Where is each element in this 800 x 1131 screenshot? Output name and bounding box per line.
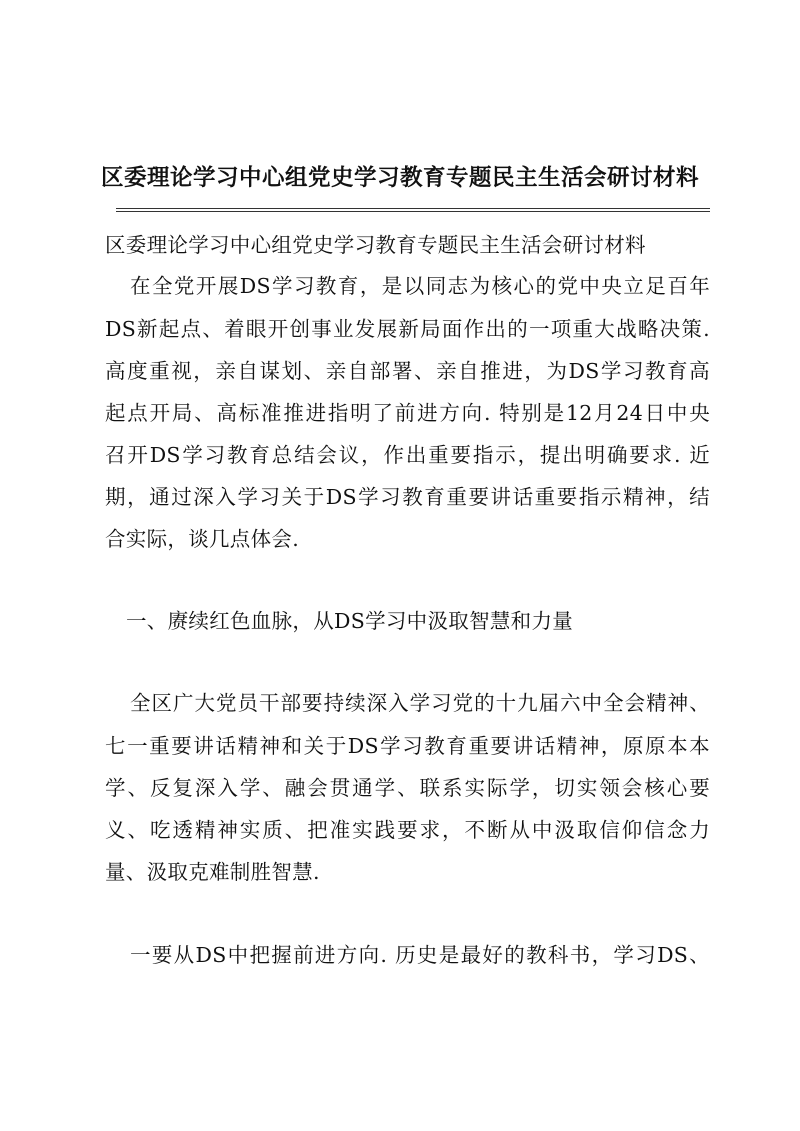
intro-line: 召开DS学习教育总结会议，作出重要指示，提出明确要求. 近 [105,443,710,467]
intro-line: 在全党开展DS学习教育，是以同志为核心的党中央立足百年 [130,274,710,298]
section-paragraph-line: 七一重要讲话精神和关于DS学习教育重要讲话精神，原原本本 [105,734,710,758]
section-paragraph-line: 学、反复深入学、融会贯通学、联系实际学，切实领会核心要 [105,776,710,800]
section-paragraph-line: 量、汲取克难制胜智慧. [105,860,320,884]
intro-line: 高度重视，亲自谋划、亲自部署、亲自推进，为DS学习教育高 [105,359,710,383]
title-divider [116,208,710,212]
section-paragraph-line: 全区广大党员干部要持续深入学习党的十九届六中全会精神、 [130,691,710,715]
document-subtitle: 区委理论学习中心组党史学习教育专题民主生活会研讨材料 [105,233,646,257]
section-paragraph-line: 义、吃透精神实质、把准实践要求，不断从中汲取信仰信念力 [105,818,710,842]
intro-line: DS新起点、着眼开创事业发展新局面作出的一项重大战略决策. [105,317,710,341]
intro-line: 合实际，谈几点体会. [105,527,300,551]
intro-line: 期，通过深入学习关于DS学习教育重要讲话重要指示精神，结 [105,485,710,509]
intro-line: 起点开局、高标准推进指明了前进方向. 特别是12月24日中央 [105,401,710,425]
section-heading: 一、赓续红色血脉，从DS学习中汲取智慧和力量 [126,609,574,633]
point-paragraph-line: 一要从DS中把握前进方向. 历史是最好的教科书，学习DS、 [130,943,710,967]
document-title: 区委理论学习中心组党史学习教育专题民主生活会研讨材料 [100,165,699,191]
